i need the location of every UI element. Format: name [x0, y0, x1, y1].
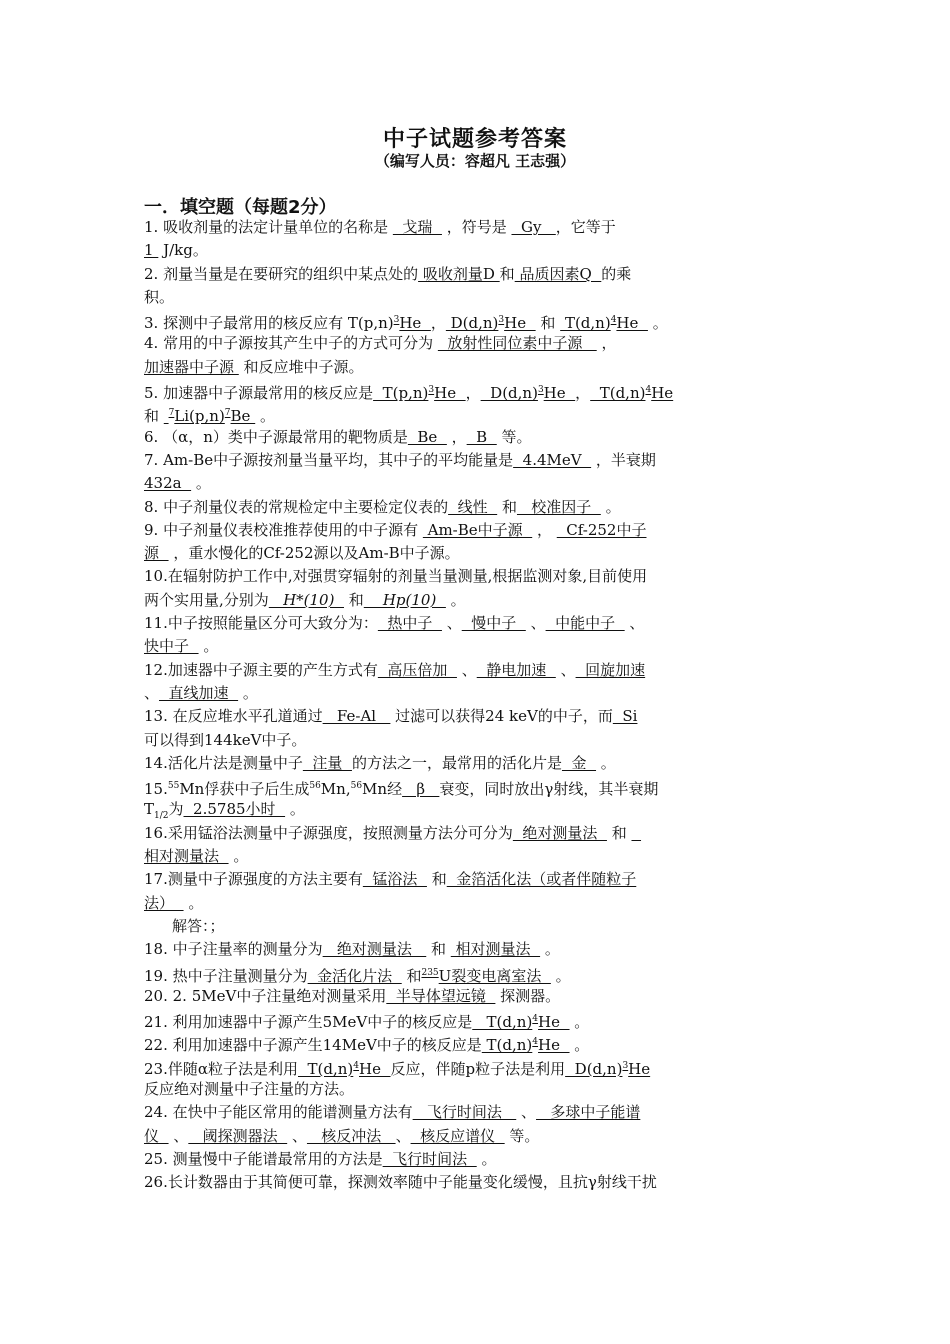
text-segment: 。	[569, 1013, 590, 1032]
text-segment: 、	[144, 683, 160, 702]
text-segment: 23.伴随α粒子法是利用	[144, 1059, 298, 1078]
answer-blank: 品质因素Q	[514, 264, 602, 283]
answer-blank: 3	[428, 385, 435, 396]
answer-blank: 3	[622, 1060, 629, 1071]
text-line	[144, 682, 808, 705]
answer-blank: 4	[532, 1014, 539, 1025]
answer-blank: 飞行时间法	[382, 1149, 477, 1168]
text-line	[144, 426, 808, 449]
text-segment: 。	[183, 893, 204, 912]
answer-blank: Hp(10)	[363, 590, 446, 609]
text-segment: ，	[596, 334, 617, 353]
answer-blank: 绝对测量法	[322, 940, 427, 959]
answer-blank: 金箔活化法（或者伴随粒子	[446, 870, 637, 889]
answer-blank: Cf-252中子	[556, 520, 647, 539]
text-segment: 过滤可以获得24 keV的中子，而	[390, 707, 613, 726]
text-line	[144, 938, 808, 961]
answer-blank: T(p,n)	[373, 384, 429, 403]
answer-blank: 4.4MeV	[513, 450, 592, 469]
text-segment: 和	[497, 497, 517, 516]
text-segment: 。	[600, 497, 621, 516]
text-segment: 等。	[496, 427, 532, 446]
text-line	[144, 729, 808, 752]
answer-blank: He	[538, 1013, 570, 1032]
answer-blank: 快中子	[144, 637, 199, 656]
text-line	[144, 1125, 808, 1148]
text-segment: ，重水慢化的Cf-252源以及Am-B中子源。	[168, 544, 460, 563]
text-segment: 、	[516, 1103, 537, 1122]
answer-blank: He	[359, 1059, 391, 1078]
text-segment: 13. 在反应堆水平孔道通过	[144, 707, 323, 726]
text-segment: 25. 测量慢中子能谱最常用的方法是	[144, 1149, 383, 1168]
answer-blank: 热中子	[377, 614, 442, 633]
answer-body	[144, 216, 808, 1194]
text-line	[144, 635, 808, 658]
answer-blank: 4	[353, 1060, 360, 1071]
text-segment: 10.在辐射防护工作中,对强贯穿辐射的剂量当量测量,根据监测对象,目前使用	[144, 567, 648, 586]
text-segment: 和	[499, 264, 515, 283]
answer-blank: 核反应谱仪	[410, 1126, 505, 1145]
text-segment: 积。	[144, 287, 175, 306]
answer-blank: 线性	[448, 497, 498, 516]
text-segment: 5. 加速器中子源最常用的核反应是	[144, 384, 374, 403]
answer-blank: T(d,n)	[298, 1059, 354, 1078]
text-segment: 12.加速器中子源主要的产生方式有	[144, 660, 378, 679]
answer-blank: T(d,n)	[481, 1036, 533, 1055]
text-line	[144, 263, 808, 286]
answer-blank: 仪	[144, 1126, 169, 1145]
answer-blank: He	[543, 384, 576, 403]
text-segment: 的方法之一，最常用的活化片是	[351, 753, 562, 772]
text-segment: 。	[647, 314, 668, 333]
text-segment: 、	[525, 614, 546, 633]
answer-blank: T(d,n)	[472, 1013, 533, 1032]
answer-blank: H*(10)	[268, 590, 344, 609]
text-segment: 17.测量中子源强度的方法主要有	[144, 870, 363, 889]
text-segment: 解答：；	[172, 916, 225, 935]
answer-blank: 吸收剂量D	[418, 264, 500, 283]
text-segment: 、	[555, 660, 576, 679]
text-segment: 22. 利用加速器中子源产生14MeV中子的核反应是	[144, 1036, 482, 1055]
text-segment: 。	[285, 800, 305, 819]
text-segment: 和反应堆中子源。	[238, 357, 364, 376]
answer-blank	[631, 824, 641, 842]
text-segment: 可以得到144keV中子。	[144, 730, 307, 749]
text-line	[144, 659, 808, 682]
text-segment: 16.采用锰浴法测量中子源强度，按照测量方法分可分为	[144, 823, 513, 842]
text-segment: ，它等于	[555, 218, 616, 236]
text-line	[144, 1055, 808, 1078]
text-segment: 和	[344, 590, 364, 609]
text-segment: 为	[168, 800, 184, 819]
text-segment: 探测器。	[495, 986, 561, 1005]
text-line	[144, 705, 808, 728]
text-line	[144, 472, 808, 495]
text-segment: 、	[395, 1126, 411, 1145]
answer-blank: U裂变电离室法	[438, 966, 551, 985]
answer-blank: He	[399, 314, 431, 333]
document-authors: （编写人员：容超凡 王志强）	[374, 152, 576, 170]
text-line	[144, 402, 808, 425]
text-segment: 衰变，同时放出γ射线，其半衰期	[439, 780, 659, 799]
text-line	[144, 565, 808, 588]
answer-blank: 戈瑞	[392, 218, 442, 236]
answer-blank: 阈探测器法	[188, 1126, 288, 1145]
text-segment: 1. 吸收剂量的法定计量单位的名称是	[144, 218, 393, 236]
answer-blank: 慢中子	[461, 614, 526, 633]
text-segment: 。	[596, 753, 616, 772]
answer-blank: He	[538, 1036, 570, 1055]
text-line	[144, 962, 808, 985]
answer-blank: Gy	[511, 218, 556, 236]
text-segment: 11.中子按照能量区分可大致分为：	[144, 614, 378, 633]
text-segment: 、	[287, 1126, 307, 1145]
answer-blank: 432a	[144, 474, 192, 493]
text-segment: 20. 2. 5MeV中子注量绝对测量采用	[144, 986, 387, 1005]
text-segment: 56	[309, 781, 321, 792]
text-segment: ，	[532, 520, 557, 539]
text-line	[144, 612, 808, 635]
answer-blank: 3	[537, 385, 544, 396]
text-segment: 和	[426, 870, 447, 889]
text-segment: 。	[228, 847, 249, 866]
text-line	[144, 1078, 808, 1101]
text-segment: ，符号是	[441, 218, 512, 236]
answer-blank: 金活化片法	[307, 966, 402, 985]
text-segment: 4. 常用的中子源按其产生中子的方式可分为	[144, 334, 438, 353]
text-segment: 反应，伴随p粒子法是利用	[390, 1059, 566, 1078]
text-segment: ，半衰期	[591, 450, 656, 469]
answer-blank: D(d,n)	[565, 1059, 623, 1078]
text-segment: 、	[624, 614, 645, 633]
answer-blank: β	[402, 780, 440, 799]
text-line	[144, 1031, 808, 1054]
answer-blank: 1	[144, 241, 159, 260]
text-segment: 55	[167, 781, 180, 792]
text-line	[144, 519, 808, 542]
answer-blank: He	[651, 384, 674, 403]
answer-blank: 金	[561, 753, 597, 772]
answer-blank: 核反冲法	[306, 1126, 396, 1145]
answer-blank: He	[628, 1059, 651, 1078]
answer-blank: 多球中子能谱	[536, 1103, 641, 1122]
text-segment: 14.活化片法是测量中子	[144, 753, 303, 772]
text-line	[144, 589, 808, 612]
answer-blank: 高压倍加	[377, 660, 457, 679]
answer-blank: 放射性同位素中子源	[437, 334, 597, 353]
text-segment: Mn俘获中子后生成	[179, 780, 310, 799]
answer-blank: 法）	[144, 893, 184, 912]
answer-blank: 4	[532, 1037, 539, 1048]
text-segment: 。	[569, 1036, 590, 1055]
answer-blank: T(d,n)	[590, 384, 646, 403]
text-segment: 7. Am-Be中子源按剂量当量平均，其中子的平均能量是	[144, 450, 514, 469]
answer-blank: 半导体望远镜	[386, 986, 496, 1005]
answer-blank: Fe-Al	[322, 707, 391, 726]
answer-blank: 注量	[302, 753, 352, 772]
text-segment: ，	[446, 427, 467, 446]
answer-blank: 4	[645, 385, 652, 396]
answer-blank: B	[466, 427, 497, 446]
answer-blank: 7	[224, 408, 231, 419]
text-segment: 、	[441, 614, 462, 633]
text-line	[144, 868, 808, 891]
text-line	[144, 845, 808, 868]
text-line	[144, 1171, 808, 1194]
text-line	[144, 752, 808, 775]
text-segment: 6. （α，n）类中子源最常用的靶物质是	[144, 427, 408, 446]
text-segment: 反应绝对测量中子注量的方法。	[144, 1079, 355, 1098]
answer-blank: 2.5785小时	[183, 800, 286, 819]
text-segment: ，	[465, 384, 481, 403]
answer-blank: D(d,n)	[445, 314, 499, 333]
text-line	[144, 449, 808, 472]
answer-blank: 回旋加速	[575, 660, 646, 679]
text-segment: 。	[255, 407, 275, 426]
text-segment: 和	[535, 314, 561, 333]
text-segment: 等。	[504, 1126, 540, 1145]
answer-blank: Si	[612, 707, 638, 726]
text-segment: 。	[550, 966, 571, 985]
answer-blank: 静电加速	[476, 660, 556, 679]
text-segment: ，	[575, 384, 591, 403]
text-line	[144, 1008, 808, 1031]
text-segment: 15.	[144, 780, 168, 799]
answer-blank: 源	[144, 544, 169, 563]
text-segment: 8. 中子剂量仪表的常规检定中主要检定仪表的	[144, 497, 449, 516]
answer-blank: He	[504, 314, 536, 333]
answer-blank: 4	[610, 315, 617, 326]
text-line	[144, 1148, 808, 1171]
answer-blank: 校准因子	[516, 497, 601, 516]
text-segment: ，	[430, 314, 446, 333]
text-segment: T(p,n)	[343, 314, 394, 333]
text-segment: 、	[456, 660, 477, 679]
text-segment: 26.长计数器由于其简便可靠，探测效率随中子能量变化缓慢，且抗γ射线干扰	[144, 1173, 657, 1192]
text-segment: T	[144, 800, 155, 819]
text-segment: 。	[445, 590, 466, 609]
text-line	[144, 356, 808, 379]
text-segment: 、	[168, 1126, 189, 1145]
text-line	[144, 798, 808, 821]
answer-blank: 3	[498, 315, 505, 326]
text-line	[144, 775, 808, 798]
text-segment: 。	[198, 637, 219, 656]
text-segment: 的乘	[601, 264, 632, 283]
text-segment: 9. 中子剂量仪表校准推荐使用的中子源有	[144, 520, 423, 539]
text-segment: 2. 剂量当量是在要研究的组织中某点处的	[144, 264, 419, 283]
text-line	[144, 216, 808, 239]
answer-blank: 相对测量法	[144, 847, 229, 866]
answer-blank: 锰浴法	[362, 870, 427, 889]
text-line	[144, 286, 808, 309]
text-segment: J/kg。	[158, 241, 208, 260]
answer-blank: 绝对测量法	[512, 823, 607, 842]
answer-blank: Be	[407, 427, 447, 446]
text-line	[144, 1101, 808, 1124]
text-segment: 和	[606, 823, 632, 842]
text-segment: 。	[191, 474, 211, 493]
answer-blank: T(d,n)	[560, 314, 611, 333]
text-segment: 24. 在快中子能区常用的能谱测量方法有	[144, 1103, 413, 1122]
text-segment: 和	[401, 966, 422, 985]
text-segment: 和	[426, 940, 451, 959]
answer-blank: 7	[168, 408, 175, 419]
text-segment: 56	[350, 781, 363, 792]
answer-blank: 相对测量法	[450, 940, 541, 959]
answer-blank: 飞行时间法	[412, 1103, 517, 1122]
text-segment: 。	[540, 940, 560, 959]
text-segment: 。	[238, 683, 258, 702]
text-line	[144, 822, 808, 845]
text-segment: Mn,	[320, 780, 351, 799]
text-line	[144, 542, 808, 565]
text-segment: 1/2	[154, 811, 169, 822]
text-line	[144, 985, 808, 1008]
answer-blank: 加速器中子源	[144, 357, 239, 376]
answer-blank: Am-Be中子源	[422, 520, 533, 539]
text-line	[144, 309, 808, 332]
text-segment: 18. 中子注量率的测量分为	[144, 940, 323, 959]
text-segment: 。	[476, 1149, 497, 1168]
answer-blank: D(d,n)	[480, 384, 538, 403]
text-segment: 21. 利用加速器中子源产生5MeV中子的核反应是	[144, 1013, 473, 1032]
section-heading: 一．填空题（每题2分）	[144, 197, 337, 218]
text-line	[144, 239, 808, 262]
answer-blank: 直线加速	[159, 683, 239, 702]
text-line	[144, 379, 808, 402]
document-title: 中子试题参考答案	[382, 127, 567, 152]
text-line	[144, 496, 808, 519]
text-line	[144, 915, 808, 938]
text-segment: 和	[144, 407, 164, 426]
answer-blank: He	[616, 314, 648, 333]
text-segment: 3. 探测中子最常用的核反应有	[144, 314, 344, 333]
answer-blank: 中能中子	[545, 614, 625, 633]
answer-blank: Be	[230, 407, 256, 426]
answer-blank: He	[434, 384, 466, 403]
text-line	[144, 332, 808, 355]
text-line	[144, 892, 808, 915]
answer-blank: 235	[421, 967, 439, 978]
text-segment: 两个实用量,分别为	[144, 590, 269, 609]
answer-blank: Li(p,n)	[174, 407, 225, 426]
answer-blank: 3	[393, 315, 400, 326]
text-segment: Mn经	[362, 780, 403, 799]
text-segment: 19. 热中子注量测量分为	[144, 966, 308, 985]
